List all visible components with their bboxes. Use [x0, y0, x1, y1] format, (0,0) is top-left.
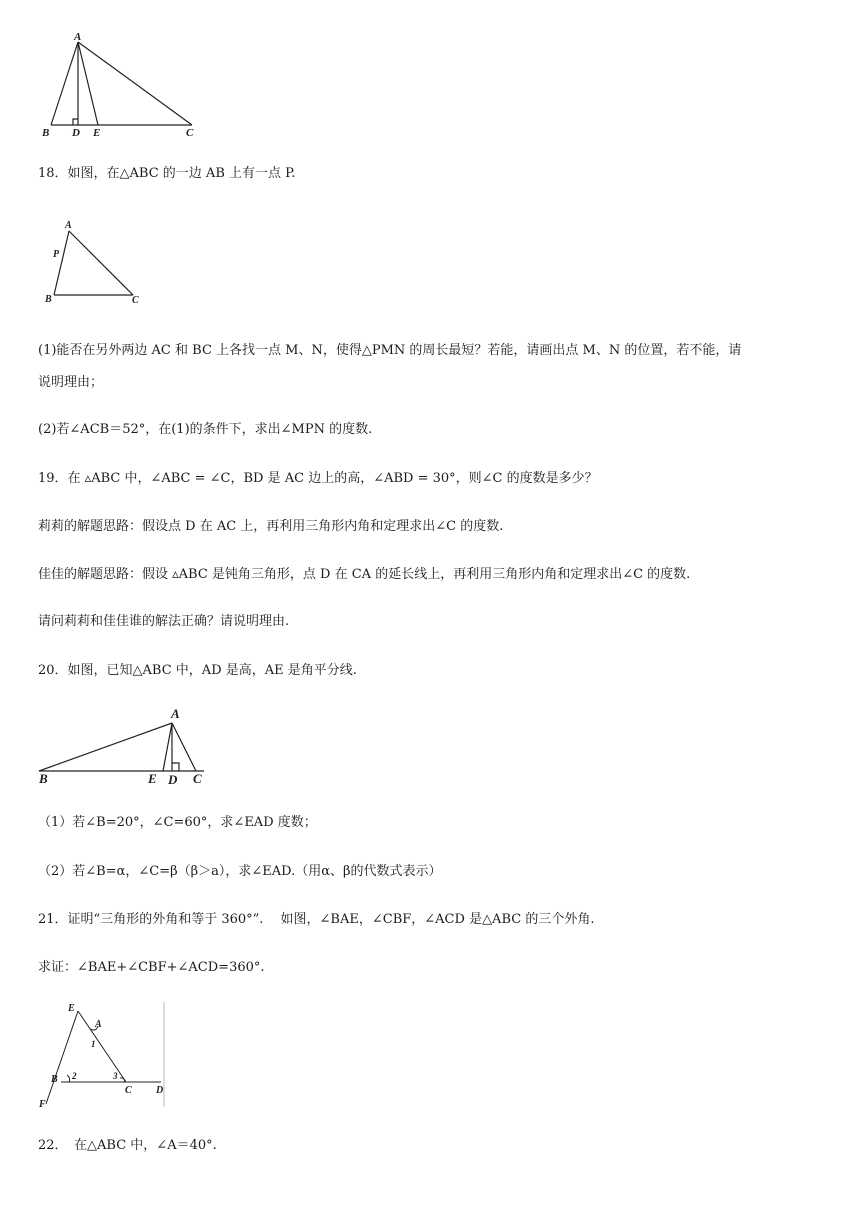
label-E: E [93, 127, 101, 139]
label-E: E [68, 1003, 75, 1014]
label-D: D [72, 127, 80, 139]
label-B: B [45, 294, 52, 305]
label-P: P [53, 249, 60, 260]
label-E: E [148, 771, 157, 785]
label-B: B [39, 771, 48, 785]
q20-stem: 20．如图，已知△ABC 中，AD 是高，AE 是角平分线. [38, 663, 357, 678]
label-angle-3: 3 [113, 1071, 118, 1081]
label-F: F [39, 1099, 46, 1110]
figure-q17 [36, 30, 206, 140]
label-A: A [65, 220, 72, 231]
q19-jiajia: 佳佳的解题思路：假设 ▵ABC 是钝角三角形，点 D 在 CA 的延长线上，再利用三角形内角和定理求出∠C 的度数. [38, 567, 691, 582]
label-A: A [95, 1019, 102, 1030]
figure-q21 [36, 999, 171, 1111]
figure-q18 [36, 215, 156, 310]
q20-part2: （2）若∠B=α，∠C=β（β＞a），求∠EAD.（用α、β的代数式表示） [38, 864, 442, 879]
label-B: B [51, 1074, 58, 1085]
label-angle-2: 2 [72, 1071, 77, 1081]
q18-part1-line2: 说明理由； [38, 375, 104, 390]
q19-stem: 19．在 ▵ABC 中，∠ABC = ∠C，BD 是 AC 边上的高，∠ABD = 30°，则∠C 的度数是多少？ [38, 471, 598, 486]
q20-part1: （1）若∠B=20°，∠C=60°，求∠EAD 度数； [38, 815, 317, 830]
q18-part2: (2)若∠ACB＝52°，在(1)的条件下，求出∠MPN 的度数. [38, 422, 373, 437]
q19-lili: 莉莉的解题思路：假设点 D 在 AC 上，再利用三角形内角和定理求出∠C 的度数. [38, 519, 504, 534]
q21-stem: 21．证明“三角形的外角和等于 360°”. 如图，∠BAE，∠CBF，∠ACD 是△ABC 的三个外角. [38, 912, 595, 927]
label-B: B [42, 127, 50, 139]
q21-prove: 求证：∠BAE+∠CBF+∠ACD=360°. [38, 960, 265, 975]
figure-q20 [36, 703, 216, 785]
label-C: C [132, 295, 139, 306]
label-C: C [125, 1085, 132, 1096]
q19-question: 请问莉莉和佳佳谁的解法正确？请说明理由. [38, 614, 290, 629]
q18-part1-line1: (1)能否在另外两边 AC 和 BC 上各找一点 M、N，使得△PMN 的周长最短？若能，请画出点 M、N 的位置，若不能，请 [38, 343, 742, 358]
label-C: C [193, 771, 202, 785]
label-A: A [171, 706, 180, 721]
label-D: D [168, 772, 178, 785]
label-D: D [156, 1085, 164, 1096]
q18-stem: 18．如图，在△ABC 的一边 AB 上有一点 P. [38, 166, 296, 181]
label-A: A [74, 31, 82, 43]
q22-stem: 22． 在△ABC 中，∠A＝40°. [38, 1138, 217, 1153]
label-angle-1: 1 [91, 1039, 96, 1049]
label-C: C [186, 127, 194, 139]
